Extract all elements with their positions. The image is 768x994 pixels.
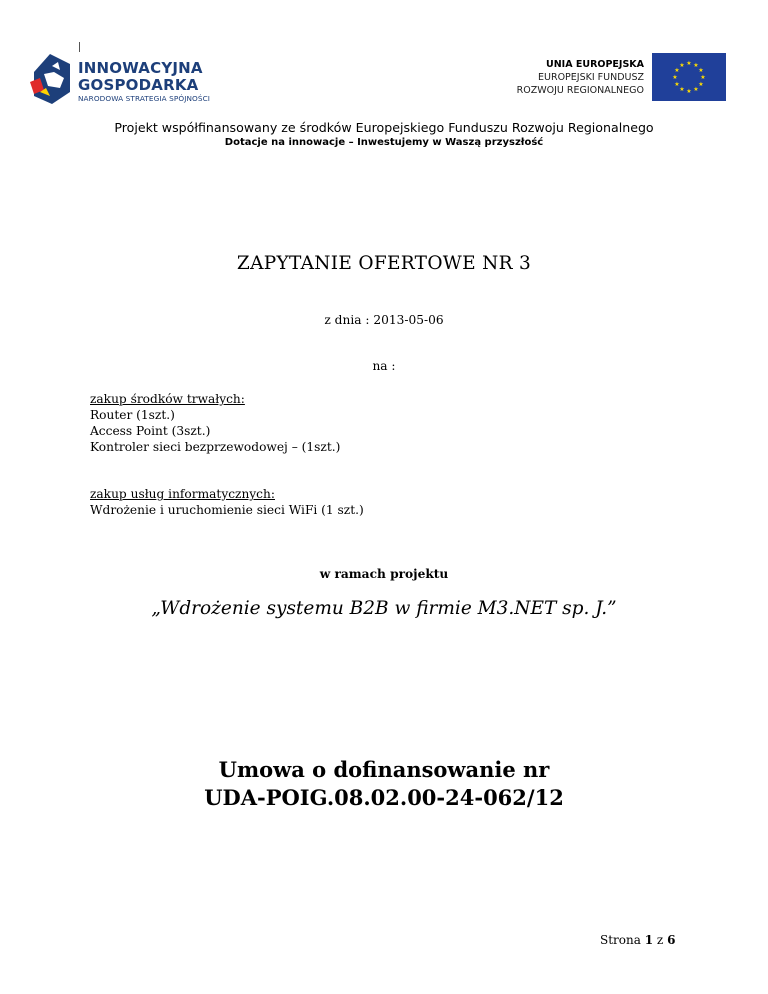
cofinancing-line: Projekt współfinansowany ze środków Europejskiego Funduszu Rozwoju Regionalnego <box>114 120 654 135</box>
svg-text:★: ★ <box>679 86 685 93</box>
page-number <box>600 933 675 947</box>
eu-line1: UNIA EUROPEJSKA <box>546 59 644 70</box>
svg-text:★: ★ <box>674 67 680 74</box>
eu-logo-text <box>498 58 644 97</box>
list-item: Wdrożenie i uruchomienie sieci WiFi (1 szt.) <box>90 503 364 517</box>
svg-text:★: ★ <box>693 86 699 93</box>
page-total: 6 <box>667 933 676 947</box>
agreement-line2: UDA-POIG.08.02.00-24-062/12 <box>204 785 564 810</box>
svg-text:★: ★ <box>672 74 678 81</box>
ig-logo-subtitle: NARODOWA STRATEGIA SPÓJNOŚCI <box>78 94 211 103</box>
svg-text:★: ★ <box>686 88 692 95</box>
page-current: 1 <box>644 933 654 947</box>
svg-text:★: ★ <box>698 81 704 88</box>
ig-title-line2: GOSPODARKA <box>78 76 199 94</box>
eu-flag-icon <box>652 53 726 101</box>
project-name: „Wdrożenie systemu B2B w firmie M3.NET sp. J.” <box>151 598 617 619</box>
section-heading: zakup usług informatycznych: <box>90 487 275 501</box>
document-title: ZAPYTANIE OFERTOWE NR 3 <box>236 253 532 274</box>
svg-text:★: ★ <box>679 62 685 69</box>
document-date: z dnia : 2013-05-06 <box>324 313 444 327</box>
section-it-services <box>90 486 364 518</box>
ig-logo-mark-icon <box>30 52 72 108</box>
w-ramach-label: w ramach projektu <box>319 567 449 581</box>
svg-text:★: ★ <box>674 81 680 88</box>
na-label: na : <box>372 359 396 373</box>
svg-text:★: ★ <box>698 67 704 74</box>
page-of: z <box>656 933 664 947</box>
svg-text:★: ★ <box>686 60 692 67</box>
page-label: Strona <box>600 933 641 947</box>
agreement-line1: Umowa o dofinansowanie nr <box>218 757 550 782</box>
ig-title-line1: INNOWACYJNA <box>78 59 203 77</box>
divider-mark <box>79 42 80 52</box>
eu-line2: EUROPEJSKI FUNDUSZ <box>538 72 644 83</box>
svg-text:★: ★ <box>700 74 706 81</box>
eu-line3: ROZWOJU REGIONALNEGO <box>516 85 644 96</box>
innowacyjna-gospodarka-logo <box>30 42 280 112</box>
svg-text:★: ★ <box>693 62 699 69</box>
section-fixed-assets <box>90 391 340 455</box>
ig-logo-title <box>78 60 203 94</box>
list-item: Access Point (3szt.) <box>90 424 211 438</box>
list-item: Kontroler sieci bezprzewodowej – (1szt.) <box>90 440 341 454</box>
agreement-number <box>0 756 768 812</box>
section-heading: zakup środków trwałych: <box>90 392 245 406</box>
list-item: Router (1szt.) <box>90 408 175 422</box>
cofinancing-slogan: Dotacje na innowacje – Inwestujemy w Waszą przyszłość <box>224 137 544 148</box>
